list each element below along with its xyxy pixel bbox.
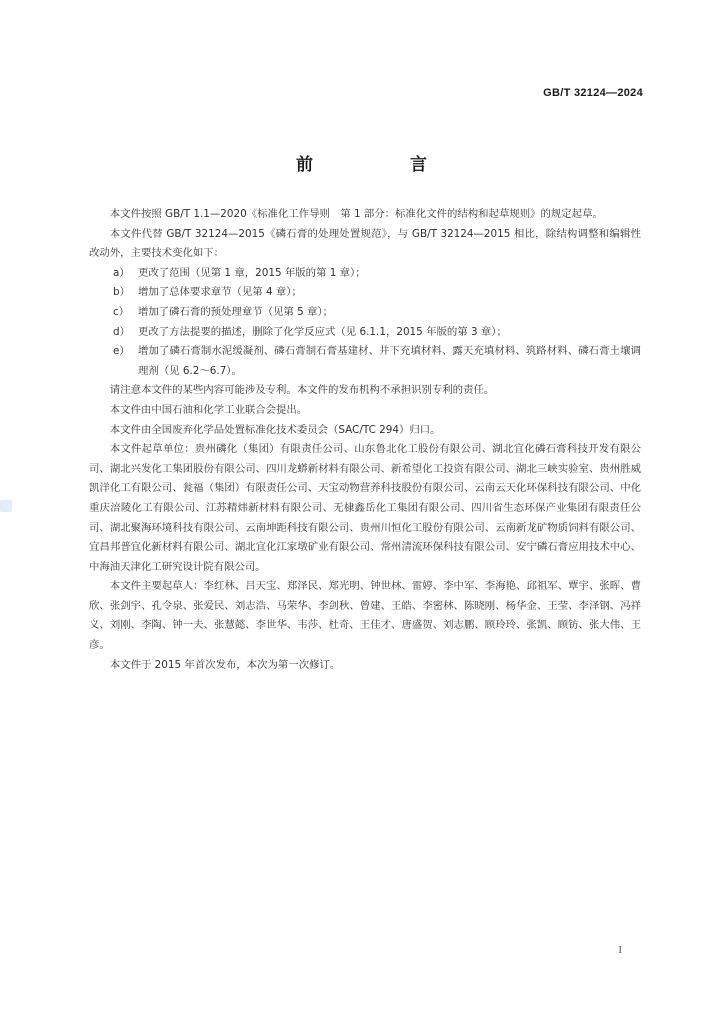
standard-code: GB/T 32124—2024 (543, 87, 643, 99)
change-text: 更改了方法提要的描述，删除了化学反应式（见 6.1.1，2015 年版的第 3 章）； (138, 325, 507, 338)
change-text: 更改了范围（见第 1 章，2015 年版的第 1 章）； (138, 266, 366, 279)
change-list-item (89, 342, 641, 381)
page-edge-marker (0, 500, 12, 512)
paragraph-replacement: 本文件代替 GB/T 32124—2015《磷石膏的处理处置规范》，与 GB/T 32124—2015 相比，除结构调整和编辑性改动外，主要技术变化如下： (89, 227, 641, 260)
change-text: 增加了磷石膏的预处理章节（见第 5 章）； (138, 305, 334, 318)
foreword-body (89, 205, 641, 675)
paragraph-drafters: 本文件主要起草人：李红林、吕天宝、郑泽民、郑光明、钟世林、雷婷、李中军、李海艳、邱祖军、覃宇、张晖、曹欣、张剑宇、孔令泉、张爱民、刘志浩、马荣华、李剑秋、曾建、王皓、李密林、陈晓刚、杨华金、王莹、李泽钢、冯祥义、刘刚、李陶、钟一夫、张慧懿、李世华、韦莎、杜奇、王佳才、唐盛贺、刘志鹏、顾玲玲、张凯、顾钫、张大伟、王彦。 (89, 580, 641, 652)
change-list-item (89, 283, 641, 303)
paragraph-drafting-rule: 本文件按照 GB/T 1.1—2020《标准化工作导则 第 1 部分：标准化文件的结构和起草规则》的规定起草。 (109, 208, 603, 220)
paragraph-proposer: 本文件由中国石油和化学工业联合会提出。 (109, 403, 308, 416)
list-marker: e） (113, 345, 130, 358)
change-list-item (89, 323, 641, 343)
list-marker: c） (113, 305, 130, 318)
list-marker: b） (113, 286, 130, 299)
page-title: 前 言 (296, 155, 467, 175)
change-list-item (89, 264, 641, 284)
paragraph-history: 本文件于 2015 年首次发布，本次为第一次修订。 (109, 658, 341, 671)
change-text: 增加了总体要求章节（见第 4 章）； (138, 286, 302, 299)
list-marker: d） (113, 325, 130, 338)
list-marker: a） (113, 266, 130, 279)
change-text: 增加了磷石膏制水泥缓凝剂、磷石膏制石膏基建材、井下充填材料、露天充填材料、筑路材料、磷石膏土壤调理剂（见 6.2～6.7）。 (138, 345, 641, 377)
page-number: I (618, 944, 622, 956)
change-list-item (89, 303, 641, 323)
paragraph-drafting-units: 本文件起草单位：贵州磷化（集团）有限责任公司、山东鲁北化工股份有限公司、湖北宜化磷石膏科技开发有限公司、湖北兴发化工集团股份有限公司、四川龙蟒新材料有限公司、新希望化工投资有限公司、湖北三峡实验室、贵州胜威凯洋化工有限公司、瓮福（集团）有限责任公司、天宝动物营养科技股份有限公司、云南云天化环保科技有限公司、中化重庆涪陵化工有限公司、江苏精炜新材料有限公司、无棣鑫岳化工集团有限公司、四川省生态环保产业集团有限责任公司、湖北聚海环境科技有限公司、云南坤距科技有限公司、贵州川恒化工股份有限公司、云南新龙矿物质饲料有限公司、宜昌邦普宜化新材料有限公司、湖北宜化江家墩矿业有限公司、常州清流环保科技有限公司、安宁磷石膏应用技术中心、中海油天津化工研究设计院有限公司。 (89, 443, 641, 573)
paragraph-committee: 本文件由全国废弃化学品处置标准化技术委员会（SAC/TC 294）归口。 (109, 423, 441, 436)
paragraph-patent-notice: 请注意本文件的某些内容可能涉及专利。本文件的发布机构不承担识别专利的责任。 (109, 384, 495, 397)
